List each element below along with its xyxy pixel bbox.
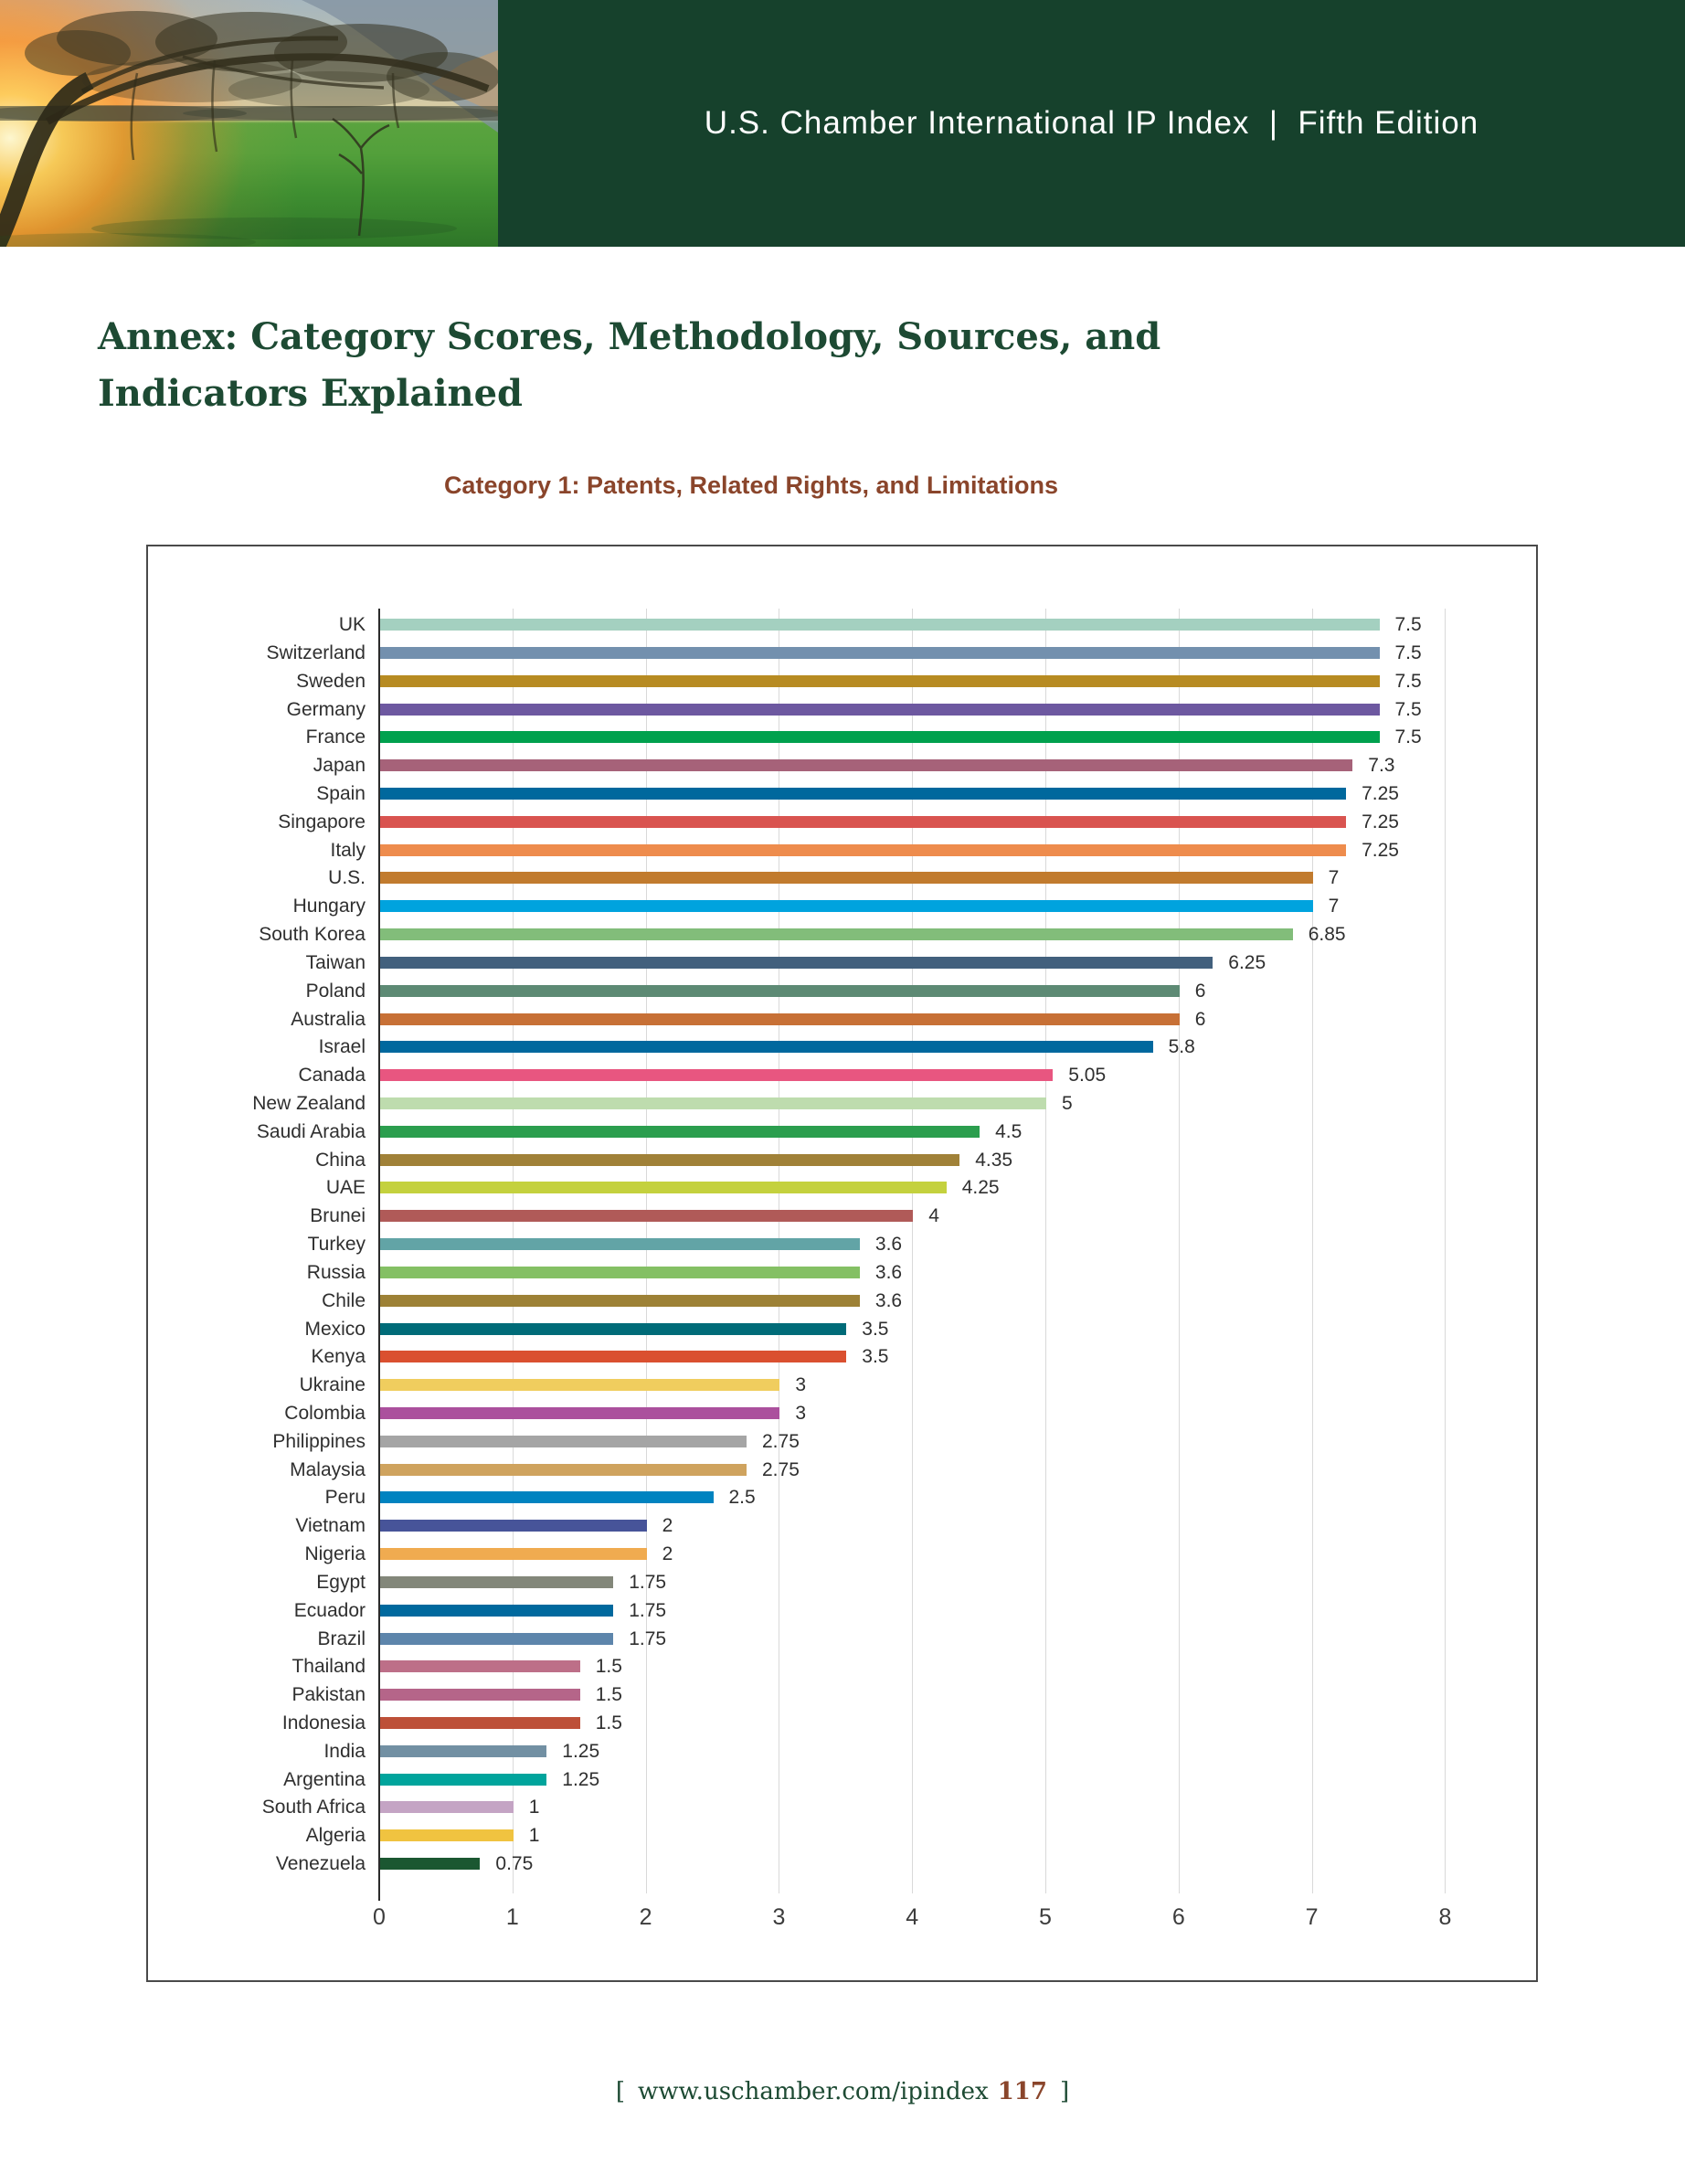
bar <box>380 1182 947 1193</box>
value-label: 2.75 <box>762 1430 800 1452</box>
category-label: Vietnam <box>295 1515 366 1537</box>
bar <box>380 1041 1153 1053</box>
category-label: Poland <box>305 980 366 1002</box>
value-label: 7.5 <box>1394 614 1422 635</box>
category-label: Malaysia <box>290 1458 366 1480</box>
bar <box>380 1013 1180 1025</box>
bar-row <box>148 1399 1536 1427</box>
bar <box>380 844 1346 856</box>
bar <box>380 1689 580 1701</box>
value-label: 6 <box>1194 1008 1206 1030</box>
bar <box>380 928 1293 940</box>
x-tick-label: 1 <box>505 1904 519 1930</box>
category-label: Brazil <box>317 1627 366 1649</box>
value-label: 3.5 <box>862 1346 889 1368</box>
bar <box>380 1379 779 1391</box>
footer-page-number: 117 <box>997 2078 1047 2105</box>
bar-row <box>148 1511 1536 1540</box>
bar <box>380 1154 959 1166</box>
chart-title: Category 1: Patents, Related Rights, and Limitations <box>443 472 1059 499</box>
value-label: 2 <box>662 1515 673 1537</box>
value-label: 7.5 <box>1394 641 1422 663</box>
value-label: 5.05 <box>1068 1065 1107 1087</box>
bar <box>380 1829 514 1841</box>
category-label: India <box>323 1740 366 1762</box>
bar-row <box>148 695 1536 724</box>
bar-row <box>148 1427 1536 1456</box>
value-label: 4.25 <box>961 1177 1000 1199</box>
bar-row <box>148 1202 1536 1230</box>
value-label: 7.5 <box>1394 698 1422 720</box>
bar-row <box>148 1540 1536 1568</box>
footer-open-bracket: [ <box>615 2078 625 2105</box>
x-tick-label: 6 <box>1171 1904 1185 1930</box>
bar-row <box>148 1709 1536 1737</box>
value-label: 7.25 <box>1362 811 1399 832</box>
value-label: 2 <box>662 1543 673 1565</box>
bar-row <box>148 1089 1536 1118</box>
bar <box>380 1323 846 1335</box>
category-label: Japan <box>313 755 366 777</box>
bar <box>380 619 1380 631</box>
category-label: Egypt <box>316 1571 366 1593</box>
category-label: Ukraine <box>299 1374 366 1396</box>
bar-row <box>148 1652 1536 1680</box>
value-label: 1.5 <box>595 1656 622 1678</box>
value-label: 1 <box>528 1825 540 1847</box>
bar <box>380 1548 647 1560</box>
value-label: 3.6 <box>874 1289 903 1311</box>
category-label: Germany <box>286 698 366 720</box>
category-label: Colombia <box>284 1403 366 1424</box>
bar-row <box>148 1342 1536 1371</box>
bar-row <box>148 610 1536 639</box>
category-label: U.S. <box>328 867 366 889</box>
page-heading: Annex: Category Scores, Methodology, Sources, and Indicators Explained <box>98 315 1161 415</box>
bar <box>380 759 1352 771</box>
bar-row <box>148 1568 1536 1596</box>
bar <box>380 1436 747 1447</box>
bar <box>380 1210 913 1222</box>
bar-row <box>148 977 1536 1005</box>
value-label: 5 <box>1062 1092 1073 1114</box>
bar <box>380 1520 647 1532</box>
value-label: 1 <box>528 1797 540 1818</box>
bar <box>380 1576 613 1588</box>
category-label: Australia <box>291 1008 366 1030</box>
value-label: 1.75 <box>629 1599 667 1621</box>
bar-row <box>148 1765 1536 1794</box>
category-label: UK <box>338 614 366 635</box>
bar <box>380 1801 514 1813</box>
category-label: South Korea <box>259 924 366 945</box>
category-label: Russia <box>306 1261 366 1283</box>
category-label: Argentina <box>283 1768 366 1790</box>
x-tick-label: 8 <box>1438 1904 1452 1930</box>
bar <box>380 1717 580 1729</box>
x-tick-label: 2 <box>639 1904 652 1930</box>
bar <box>380 900 1313 912</box>
category-label: Ecuador <box>293 1599 366 1621</box>
value-label: 4.35 <box>975 1149 1013 1171</box>
bar <box>380 1745 546 1757</box>
bar <box>380 1238 860 1250</box>
footer-url: www.uschamber.com/ipindex <box>638 2078 989 2105</box>
page-footer <box>0 2078 1685 2105</box>
value-label: 7.3 <box>1368 755 1395 777</box>
category-label: Saudi Arabia <box>256 1120 366 1142</box>
value-label: 1.5 <box>595 1684 622 1706</box>
category-label: Venezuela <box>275 1853 366 1875</box>
bar <box>380 1097 1046 1109</box>
bar <box>380 1407 779 1419</box>
bar-row <box>148 920 1536 949</box>
bar-row <box>148 751 1536 779</box>
bar-row <box>148 667 1536 695</box>
bar-row <box>148 1821 1536 1850</box>
bar <box>380 1491 714 1503</box>
x-tick-label: 4 <box>906 1904 919 1930</box>
value-label: 4.5 <box>995 1120 1023 1142</box>
bar-row <box>148 1737 1536 1765</box>
value-label: 3 <box>795 1374 807 1396</box>
report-title: U.S. Chamber International IP Index | Fifth Edition <box>704 105 1479 141</box>
category-label: Mexico <box>304 1318 366 1340</box>
value-label: 5.8 <box>1168 1036 1195 1058</box>
category-label: Taiwan <box>305 951 366 973</box>
category-label: UAE <box>325 1177 366 1199</box>
category-label: Italy <box>330 839 366 861</box>
bar <box>380 1858 480 1870</box>
bar-row <box>148 1680 1536 1709</box>
category-label: New Zealand <box>252 1092 366 1114</box>
category-label: Indonesia <box>281 1712 366 1733</box>
bar <box>380 957 1213 969</box>
bar <box>380 985 1180 997</box>
category-label: Nigeria <box>304 1543 366 1565</box>
category-label: Hungary <box>292 896 366 917</box>
bar-row <box>148 1625 1536 1653</box>
category-label: Algeria <box>305 1825 366 1847</box>
bar-row <box>148 1315 1536 1343</box>
bar-row <box>148 836 1536 864</box>
header-photo <box>0 0 498 247</box>
value-label: 6.25 <box>1228 951 1266 973</box>
category-label: Chile <box>322 1289 366 1311</box>
bar-row <box>148 1850 1536 1878</box>
bar-row <box>148 1230 1536 1258</box>
bar <box>380 872 1313 884</box>
category-label: Thailand <box>291 1656 366 1678</box>
bar <box>380 1774 546 1786</box>
category-label: Peru <box>324 1487 366 1509</box>
bar-row <box>148 1456 1536 1484</box>
bar <box>380 1605 613 1617</box>
bar-row <box>148 1061 1536 1089</box>
bar <box>380 788 1346 800</box>
bar-row <box>148 779 1536 808</box>
bar <box>380 816 1346 828</box>
x-tick-label: 3 <box>772 1904 786 1930</box>
value-label: 6 <box>1194 980 1206 1002</box>
bar <box>380 1069 1053 1081</box>
bar <box>380 1267 860 1278</box>
bar-row <box>148 1371 1536 1399</box>
bar <box>380 1633 613 1645</box>
bar-row <box>148 1287 1536 1315</box>
value-label: 1.25 <box>562 1768 600 1790</box>
value-label: 7 <box>1328 867 1340 889</box>
value-label: 7.25 <box>1362 839 1399 861</box>
x-tick-label: 7 <box>1305 1904 1319 1930</box>
x-tick-label: 5 <box>1039 1904 1052 1930</box>
value-label: 3.6 <box>874 1234 903 1255</box>
category-label: Turkey <box>307 1234 366 1255</box>
bar-row <box>148 639 1536 667</box>
bar <box>380 1351 846 1362</box>
value-label: 3.5 <box>862 1318 889 1340</box>
bar <box>380 1126 980 1138</box>
bar-row <box>148 1033 1536 1061</box>
value-label: 3.6 <box>874 1261 903 1283</box>
value-label: 7 <box>1328 896 1340 917</box>
bar-row <box>148 864 1536 892</box>
bar <box>380 1464 747 1476</box>
bar-row <box>148 949 1536 977</box>
category-label: Spain <box>316 782 366 804</box>
bar <box>380 1295 860 1307</box>
x-tick-label: 0 <box>373 1904 386 1930</box>
bar-row <box>148 723 1536 751</box>
bar-row <box>148 1483 1536 1511</box>
value-label: 1.75 <box>629 1627 667 1649</box>
bar-row <box>148 1118 1536 1146</box>
value-label: 1.5 <box>595 1712 622 1733</box>
value-label: 0.75 <box>495 1853 534 1875</box>
value-label: 7.5 <box>1394 726 1422 748</box>
bar <box>380 647 1380 659</box>
category-label: South Africa <box>261 1797 366 1818</box>
bar <box>380 675 1380 687</box>
sunset-tree-illustration <box>0 0 498 247</box>
bar-row <box>148 1173 1536 1202</box>
category-label: France <box>305 726 366 748</box>
value-label: 4 <box>928 1205 939 1227</box>
value-label: 2.5 <box>728 1487 756 1509</box>
value-label: 1.25 <box>562 1740 600 1762</box>
category-label: Kenya <box>311 1346 366 1368</box>
bar <box>380 731 1380 743</box>
value-label: 3 <box>795 1403 807 1424</box>
value-label: 7.25 <box>1362 782 1399 804</box>
bar-row <box>148 1146 1536 1174</box>
category-label: Pakistan <box>291 1684 366 1706</box>
chart-frame <box>146 545 1538 1982</box>
category-label: Brunei <box>310 1205 366 1227</box>
footer-close-bracket: ] <box>1059 2078 1070 2105</box>
value-label: 6.85 <box>1308 924 1346 945</box>
category-label: China <box>315 1149 366 1171</box>
bar <box>380 704 1380 716</box>
bar-row <box>148 892 1536 920</box>
category-label: Israel <box>318 1036 366 1058</box>
bar-row <box>148 1596 1536 1625</box>
bar-row <box>148 808 1536 836</box>
category-label: Switzerland <box>266 641 366 663</box>
value-label: 7.5 <box>1394 670 1422 692</box>
category-label: Canada <box>298 1065 366 1087</box>
category-label: Singapore <box>278 811 366 832</box>
value-label: 2.75 <box>762 1458 800 1480</box>
bar-row <box>148 1005 1536 1034</box>
category-label: Sweden <box>296 670 366 692</box>
page-header <box>0 0 1685 247</box>
value-label: 1.75 <box>629 1571 667 1593</box>
bar-row <box>148 1793 1536 1821</box>
bar-row <box>148 1258 1536 1287</box>
category-label: Philippines <box>272 1430 366 1452</box>
bar <box>380 1660 580 1672</box>
